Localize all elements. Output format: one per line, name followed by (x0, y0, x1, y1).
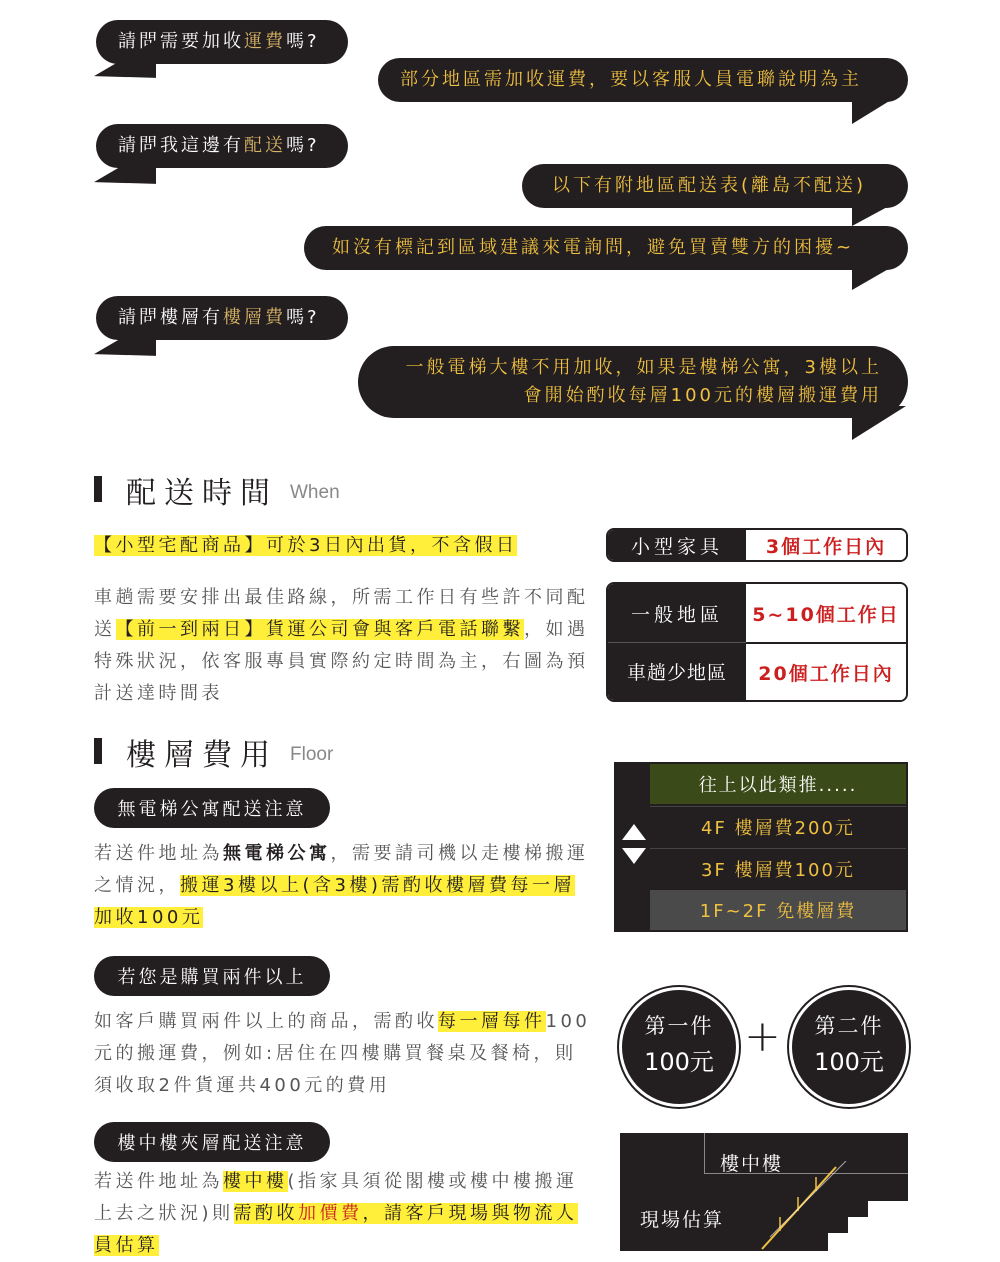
answer-bubble-delivery-2 (304, 226, 908, 270)
question-text-end: 嗎? (286, 31, 320, 52)
answer-bubble-shipping (378, 58, 908, 102)
question-keyword: 運費 (244, 31, 286, 52)
plus-icon: + (744, 1011, 781, 1062)
delivery-time-table (606, 582, 908, 702)
section-marker (94, 738, 102, 764)
loft-text: 若送件地址為 (94, 1171, 223, 1192)
delivery-paragraph-text: 車趟需要安排出最佳路線，所需工作日有些許不同配送 (94, 587, 589, 640)
answer-text: 部分地區需加收運費，要以客服人員電聯說明為主 (400, 69, 862, 90)
second-item-circle (792, 990, 906, 1104)
no-elevator-notice-pill: 無電梯公寓配送注意 (94, 788, 330, 828)
floor-row-4f: 4F 樓層費200元 (650, 806, 906, 847)
loft-estimate-highlight: ，請客戶現場與物流人員估算 (94, 1203, 578, 1256)
floor-row-1f-2f: 1F~2F 免樓層費 (650, 890, 906, 930)
loft-graphic (620, 1133, 908, 1251)
question-text: 請問我這邊有 (118, 135, 244, 156)
question-keyword: 樓層費 (223, 307, 286, 328)
delivery-paragraph (94, 582, 594, 710)
small-furniture-label: 小型家具 (608, 530, 746, 560)
loft-fee-highlight: 需酌收 (233, 1203, 299, 1224)
floor-section-subtitle: Floor (290, 744, 334, 765)
small-furniture-value: 3個工作日內 (746, 530, 906, 560)
multi-item-text-2: 100元的搬運費，例如:居住在四樓購買餐桌及餐椅，則須收取2件貨運共400元的費用 (94, 1011, 591, 1096)
region-label-sparse: 車趟少地區 (608, 643, 746, 700)
small-item-note (94, 530, 517, 562)
question-keyword: 配送 (244, 135, 286, 156)
multi-item-paragraph (94, 1006, 594, 1102)
question-text-end: 嗎? (286, 135, 320, 156)
multi-item-highlight: 每一層每件 (438, 1011, 546, 1032)
loft-extra-fee: 加價費 (298, 1203, 363, 1224)
delivery-paragraph-highlight: 【前一到兩日】貨運公司會與客戶電話聯繫 (115, 619, 524, 640)
staircase-icon (750, 1161, 908, 1251)
region-value-sparse: 20個工作日內 (746, 644, 906, 700)
loft-notice-pill: 樓中樓夾層配送注意 (94, 1122, 330, 1162)
delivery-section-title: 配送時間 (126, 476, 278, 511)
first-item-price: 100元 (644, 1048, 714, 1076)
answer-text-line-2: 會開始酌收每層100元的樓層搬運費用 (523, 385, 882, 406)
first-item-label: 第一件 (644, 1014, 714, 1038)
second-item-label: 第二件 (814, 1014, 884, 1038)
second-item-price: 100元 (814, 1048, 884, 1076)
section-marker (94, 476, 102, 502)
loft-keyword: 樓中樓 (223, 1171, 288, 1192)
no-elevator-text: 若送件地址為 (94, 843, 223, 864)
small-furniture-table (606, 528, 908, 562)
up-arrow-icon (622, 824, 646, 840)
loft-paragraph (94, 1166, 594, 1262)
bubble-tail (852, 260, 904, 290)
loft-text-2: (指家具須從閣樓或樓中樓搬運上去之狀況)則 (94, 1171, 578, 1224)
multi-item-notice-pill: 若您是購買兩件以上 (94, 956, 330, 996)
delivery-section-subtitle: When (290, 482, 340, 503)
answer-bubble-delivery-1 (522, 164, 908, 208)
delivery-paragraph-text-end: ，如遇特殊狀況，依客服專員實際約定時間為主，右圖為預計送達時間表 (94, 619, 589, 704)
answer-text-line-1: 一般電梯大樓不用加收，如果是樓梯公寓，3樓以上 (405, 357, 882, 378)
no-elevator-text-2: ，需要請司機以走樓梯搬運之情況， (94, 843, 589, 896)
floor-row-3f: 3F 樓層費100元 (650, 848, 906, 889)
region-value-general: 5~10個工作日 (746, 584, 906, 644)
no-elevator-keyword: 無電梯公寓 (223, 843, 331, 864)
answer-text: 如沒有標記到區域建議來電詢問，避免買賣雙方的困擾~ (332, 237, 855, 258)
small-item-note-text: 【小型宅配商品】可於3日內出貨，不含假日 (94, 535, 518, 556)
answer-text: 以下有附地區配送表(離島不配送) (552, 175, 867, 196)
loft-label: 樓中樓 (720, 1153, 784, 1175)
bubble-tail (852, 92, 904, 124)
first-item-circle (622, 990, 736, 1104)
question-text: 請問需要加收 (118, 31, 244, 52)
multi-item-text: 如客戶購買兩件以上的商品，需酌收 (94, 1011, 438, 1032)
region-label-general: 一般地區 (608, 584, 746, 643)
bubble-tail (852, 198, 904, 226)
question-text: 請問樓層有 (118, 307, 223, 328)
no-elevator-paragraph (94, 838, 594, 934)
floor-row-beyond: 往上以此類推..... (650, 764, 906, 804)
answer-bubble-floor (358, 346, 908, 418)
question-text-end: 嗎? (286, 307, 320, 328)
floor-section-title: 樓層費用 (126, 738, 278, 773)
bubble-tail (852, 406, 906, 440)
floor-fee-highlight: 搬運3樓以上(含3樓)需酌收樓層費每一層加收100元 (94, 875, 575, 928)
down-arrow-icon (622, 848, 646, 864)
estimate-label: 現場估算 (640, 1209, 725, 1231)
floor-fee-graphic (614, 762, 908, 932)
